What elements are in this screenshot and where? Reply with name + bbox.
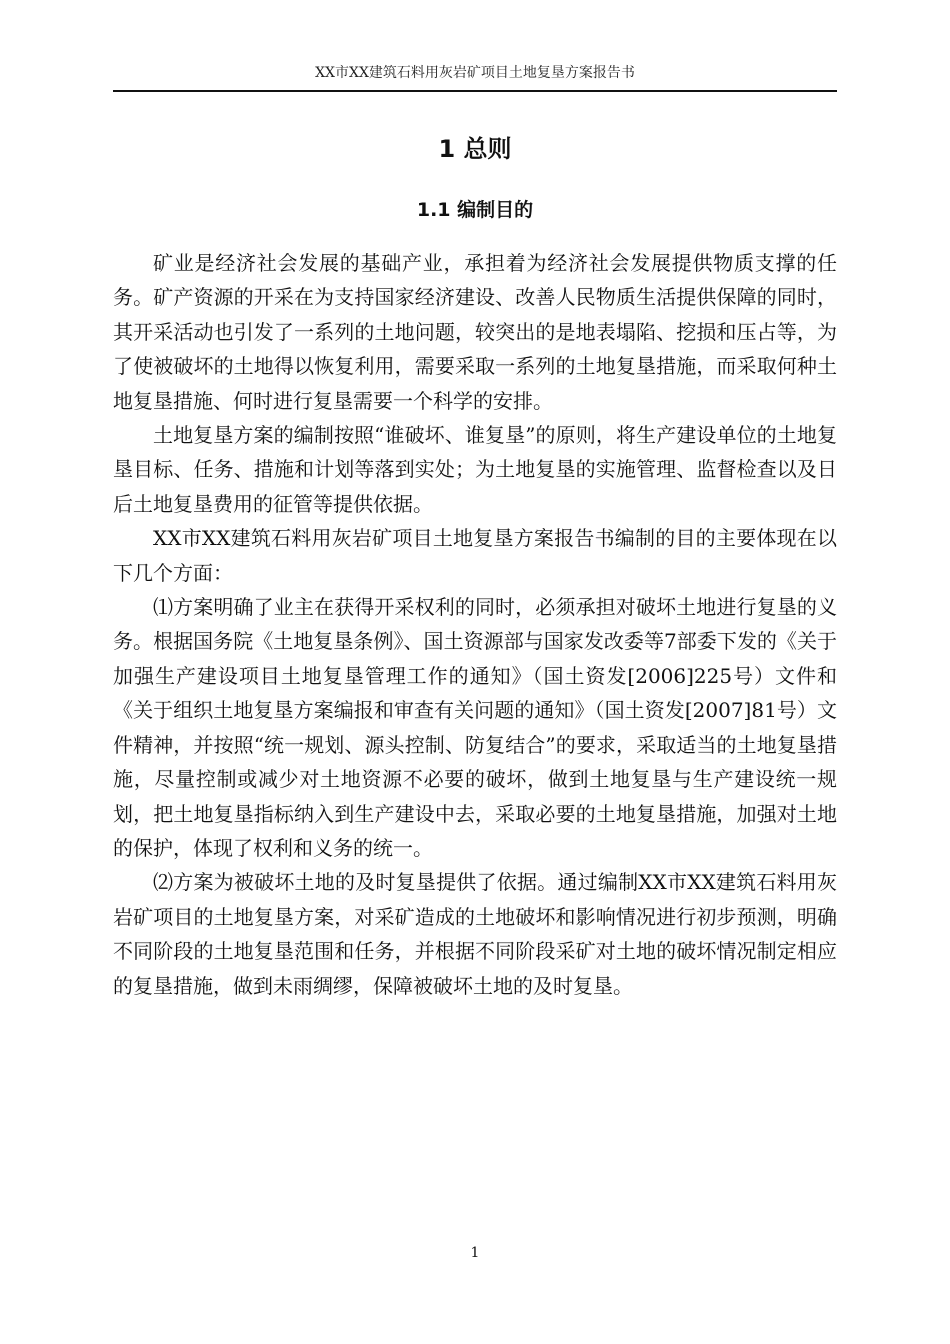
paragraph: ⑴方案明确了业主在获得开采权利的同时，必须承担对破坏土地进行复垦的义务。根据国务院《土地复垦条例》、国土资源部与国家发改委等7部委下发的《关于加强生产建设项目土地复垦管理工作的通知》（国土资发[2006]225号）文件和《关于组织土地复垦方案编报和审查有关问题的通知》（国土资发[2007]81号）文件精神，并按照“统一规划、源头控制、防复结合”的要求，采取适当的土地复垦措施，尽量控制或减少对土地资源不必要的破坏，做到土地复垦与生产建设统一规划，把土地复垦指标纳入到生产建设中去，采取必要的土地复垦措施，加强对土地的保护，体现了权利和义务的统一。 (113, 595, 837, 860)
paragraph: ⑵方案为被破坏土地的及时复垦提供了依据。通过编制XX市XX建筑石料用灰岩矿项目的土地复垦方案，对采矿造成的土地破坏和影响情况进行初步预测，明确不同阶段的土地复垦范围和任务，并根据不同阶段采矿对土地的破坏情况制定相应的复垦措施，做到未雨绸缪，保障被破坏土地的及时复垦。 (113, 870, 837, 998)
chapter-title: 1 总则 (438, 135, 512, 163)
paragraph: XX市XX建筑石料用灰岩矿项目土地复垦方案报告书编制的目的主要体现在以下几个方面： (113, 526, 837, 585)
page-header (113, 64, 837, 92)
section-title: 1.1 编制目的 (416, 199, 534, 221)
paragraph: 矿业是经济社会发展的基础产业，承担着为经济社会发展提供物质支撑的任务。矿产资源的开采在为支持国家经济建设、改善人民物质生活提供保障的同时，其开采活动也引发了一系列的土地问题，较突出的是地表塌陷、挖损和压占等，为了使被破坏的土地得以恢复利用，需要采取一系列的土地复垦措施，而采取何种土地复垦措施、何时进行复垦需要一个科学的安排。 (113, 251, 837, 413)
page-number: 1 (470, 1245, 480, 1261)
header-title: XX市XX建筑石料用灰岩矿项目土地复垦方案报告书 (315, 65, 635, 81)
body-text (113, 246, 837, 1003)
paragraph: 土地复垦方案的编制按照“谁破坏、谁复垦”的原则，将生产建设单位的土地复垦目标、任务、措施和计划等落到实处；为土地复垦的实施管理、监督检查以及日后土地复垦费用的征管等提供依据。 (113, 423, 837, 516)
